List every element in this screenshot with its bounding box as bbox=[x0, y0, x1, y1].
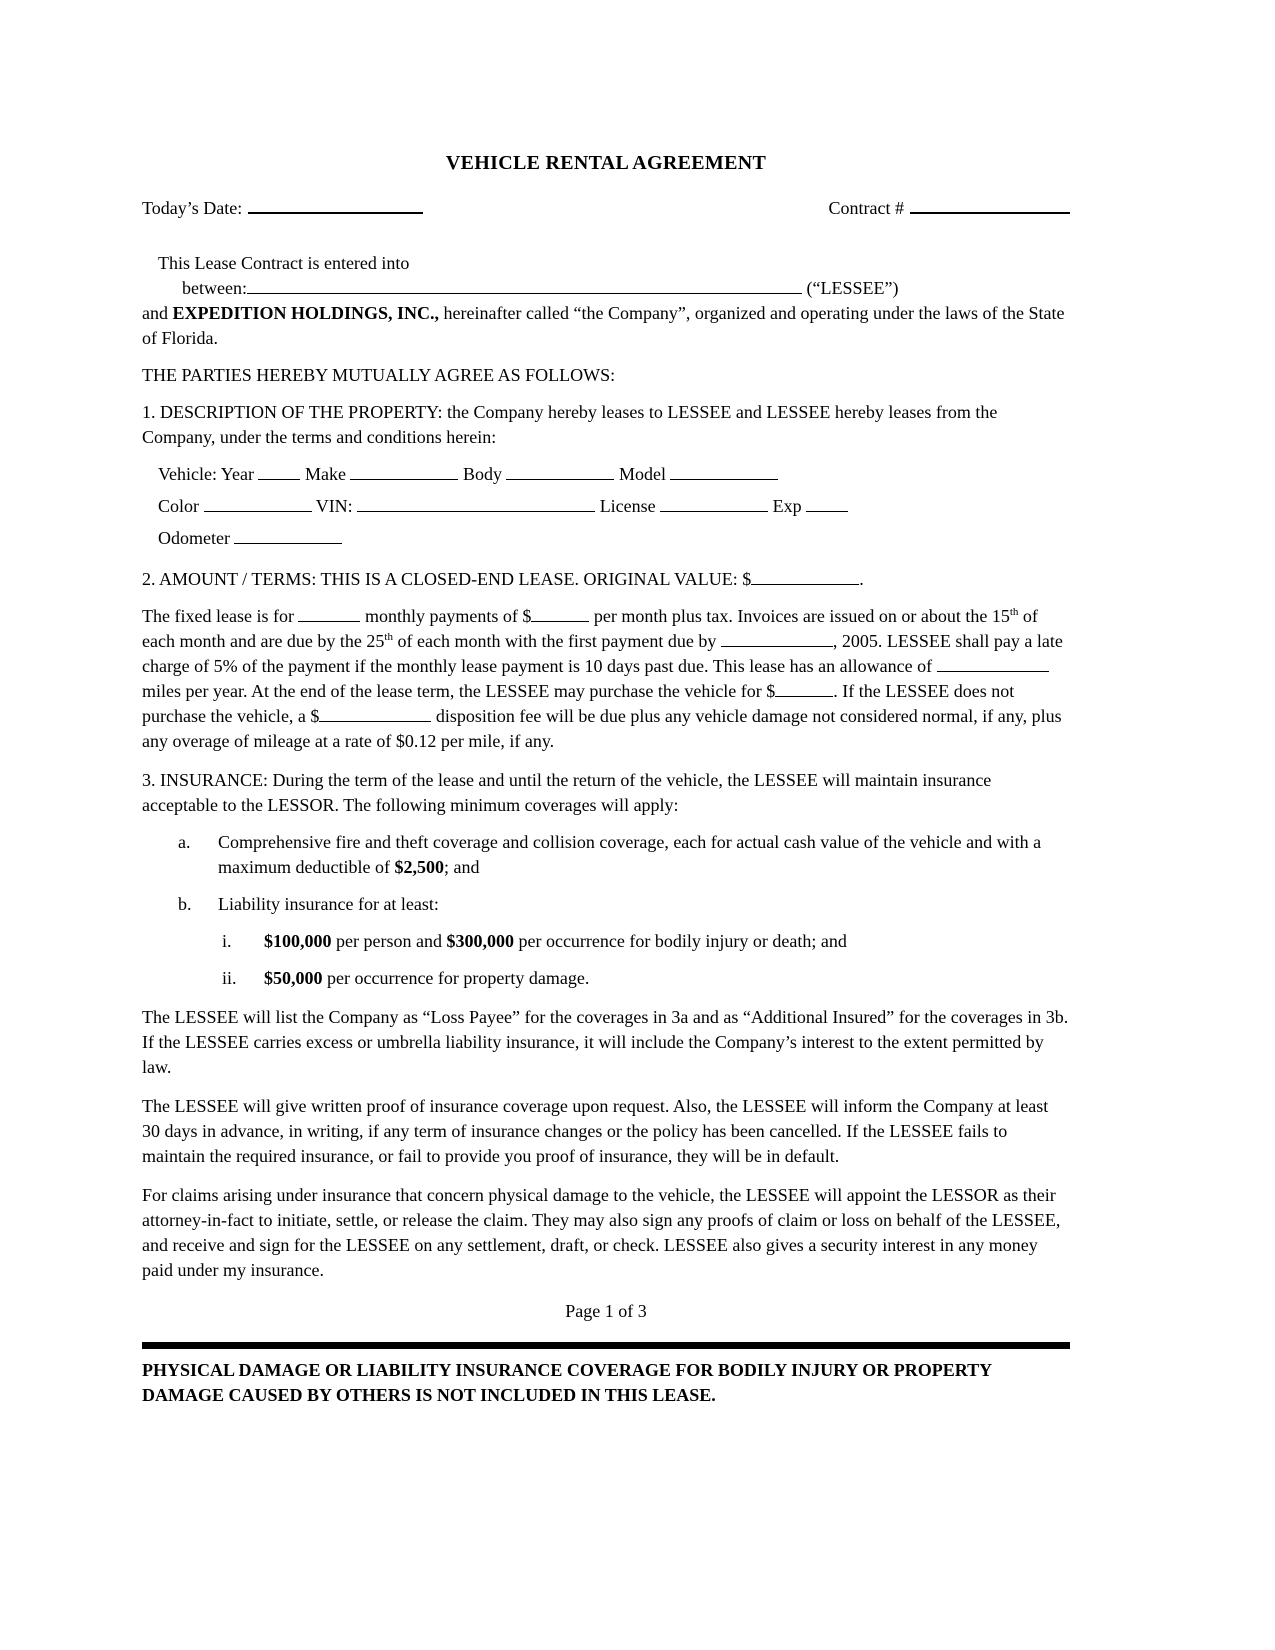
blank-field bbox=[319, 705, 431, 722]
list-item-a bbox=[142, 830, 1070, 880]
section-3-paragraph: 3. INSURANCE: During the term of the lease and until the return of the vehicle, the LESSEE will maintain insurance acceptable to the LESSOR. The following minimum coverages will apply: bbox=[142, 770, 992, 815]
list-marker-ii: ii. bbox=[222, 968, 237, 988]
vehicle-color-line: Color VIN: License Exp bbox=[142, 494, 1070, 519]
section-divider bbox=[142, 1342, 1070, 1349]
list-marker-a: a. bbox=[178, 832, 191, 852]
list-item-b bbox=[142, 892, 1070, 917]
blank-field bbox=[937, 655, 1049, 672]
intro-line-2: between: (“LESSEE”) bbox=[182, 278, 899, 298]
blank-field bbox=[298, 605, 360, 622]
blank-field bbox=[247, 277, 802, 294]
blank-field bbox=[660, 495, 768, 512]
insurance-proof-paragraph: The LESSEE will give written proof of insurance coverage upon request. Also, the LESSEE will inform the Company at least 30 days in advance, in writing, if any term of insurance changes or the policy has been cancelled. If the LESSEE fails to maintain the required insurance, or fail to provide you proof of insurance, they will be in default. bbox=[142, 1096, 1049, 1166]
claims-paragraph: For claims arising under insurance that concern physical damage to the vehicle, the LESSEE will appoint the LESSOR as their attorney-in-fact to initiate, settle, or release the claim. They may also sign any proofs of claim or loss on behalf of the LESSEE, and receive and sign for the LESSEE on any settlement, draft, or check. LESSEE also gives a security interest in any money paid under my insurance. bbox=[142, 1185, 1061, 1280]
list-item-a-text: Comprehensive fire and theft coverage and collision coverage, each for actual cash value of the vehicle and with a maximum deductible of $2,500; and bbox=[218, 832, 1042, 877]
blank-field bbox=[258, 463, 300, 480]
page-number: Page 1 of 3 bbox=[565, 1301, 647, 1321]
vehicle-odometer-line: Odometer bbox=[142, 526, 1070, 551]
blank-field bbox=[775, 680, 833, 697]
contract-number-label: Contract # bbox=[828, 198, 904, 218]
blank-field bbox=[806, 495, 848, 512]
parties-heading: THE PARTIES HEREBY MUTUALLY AGREE AS FOLLOWS: bbox=[142, 365, 616, 385]
contract-number-blank bbox=[910, 197, 1070, 214]
vehicle-spec-line: Vehicle: Year Make Body Model bbox=[142, 462, 1070, 487]
list-marker-b: b. bbox=[178, 894, 192, 914]
blank-field bbox=[531, 605, 589, 622]
list-item-i-text: $100,000 per person and $300,000 per occurrence for bodily injury or death; and bbox=[264, 931, 847, 951]
coverage-notice: PHYSICAL DAMAGE OR LIABILITY INSURANCE COVERAGE FOR BODILY INJURY OR PROPERTY DAMAGE CAUSED BY OTHERS IS NOT INCLUDED IN THIS LEASE. bbox=[142, 1360, 992, 1405]
blank-field bbox=[204, 495, 312, 512]
blank-field bbox=[721, 630, 833, 647]
document-title: VEHICLE RENTAL AGREEMENT bbox=[445, 152, 767, 174]
list-item-b-text: Liability insurance for at least: bbox=[218, 894, 439, 914]
blank-field bbox=[751, 568, 859, 585]
document-page bbox=[142, 0, 1070, 1408]
list-item-ii bbox=[142, 966, 1070, 991]
blank-field bbox=[670, 463, 778, 480]
todays-date-label: Today’s Date: bbox=[142, 198, 243, 218]
contract-number-field bbox=[829, 196, 1070, 221]
blank-field bbox=[234, 527, 342, 544]
intro-line-3: and EXPEDITION HOLDINGS, INC., hereinafter called “the Company”, organized and operating under the laws of the State of Florida. bbox=[142, 303, 1065, 348]
list-item-ii-text: $50,000 per occurrence for property damage. bbox=[264, 968, 590, 988]
blank-field bbox=[506, 463, 614, 480]
blank-field bbox=[357, 495, 595, 512]
section-1-paragraph: 1. DESCRIPTION OF THE PROPERTY: the Company hereby leases to LESSEE and LESSEE hereby leases from the Company, under the terms and conditions herein: bbox=[142, 402, 998, 447]
section-2-heading: 2. AMOUNT / TERMS: THIS IS A CLOSED-END LEASE. ORIGINAL VALUE: $ . bbox=[142, 569, 864, 589]
loss-payee-paragraph: The LESSEE will list the Company as “Loss Payee” for the coverages in 3a and as “Additional Insured” for the coverages in 3b. If the LESSEE carries excess or umbrella liability insurance, it will include the Company’s interest to the extent permitted by law. bbox=[142, 1007, 1069, 1077]
blank-field bbox=[350, 463, 458, 480]
todays-date-field bbox=[142, 196, 423, 221]
header-row bbox=[142, 196, 1070, 221]
section-2-paragraph: The fixed lease is for monthly payments of $ per month plus tax. Invoices are issued on or about the 15th of each month and are due by the 25th of each month with the first payment due by , 2005. LESSEE shall pay a late charge of 5% of the payment if the monthly lease payment is 10 days past due. This lease has an allowance of miles per year. At the end of the lease term, the LESSEE may purchase the vehicle for $ . If the LESSEE does not purchase the vehicle, a $ disposition fee will be due plus any vehicle damage not considered normal, if any, plus any overage of mileage at a rate of $0.12 per mile, if any. bbox=[142, 606, 1063, 751]
list-item-i bbox=[142, 929, 1070, 954]
intro-line-1: This Lease Contract is entered into bbox=[158, 253, 410, 273]
list-marker-i: i. bbox=[222, 931, 232, 951]
todays-date-blank bbox=[248, 197, 423, 214]
